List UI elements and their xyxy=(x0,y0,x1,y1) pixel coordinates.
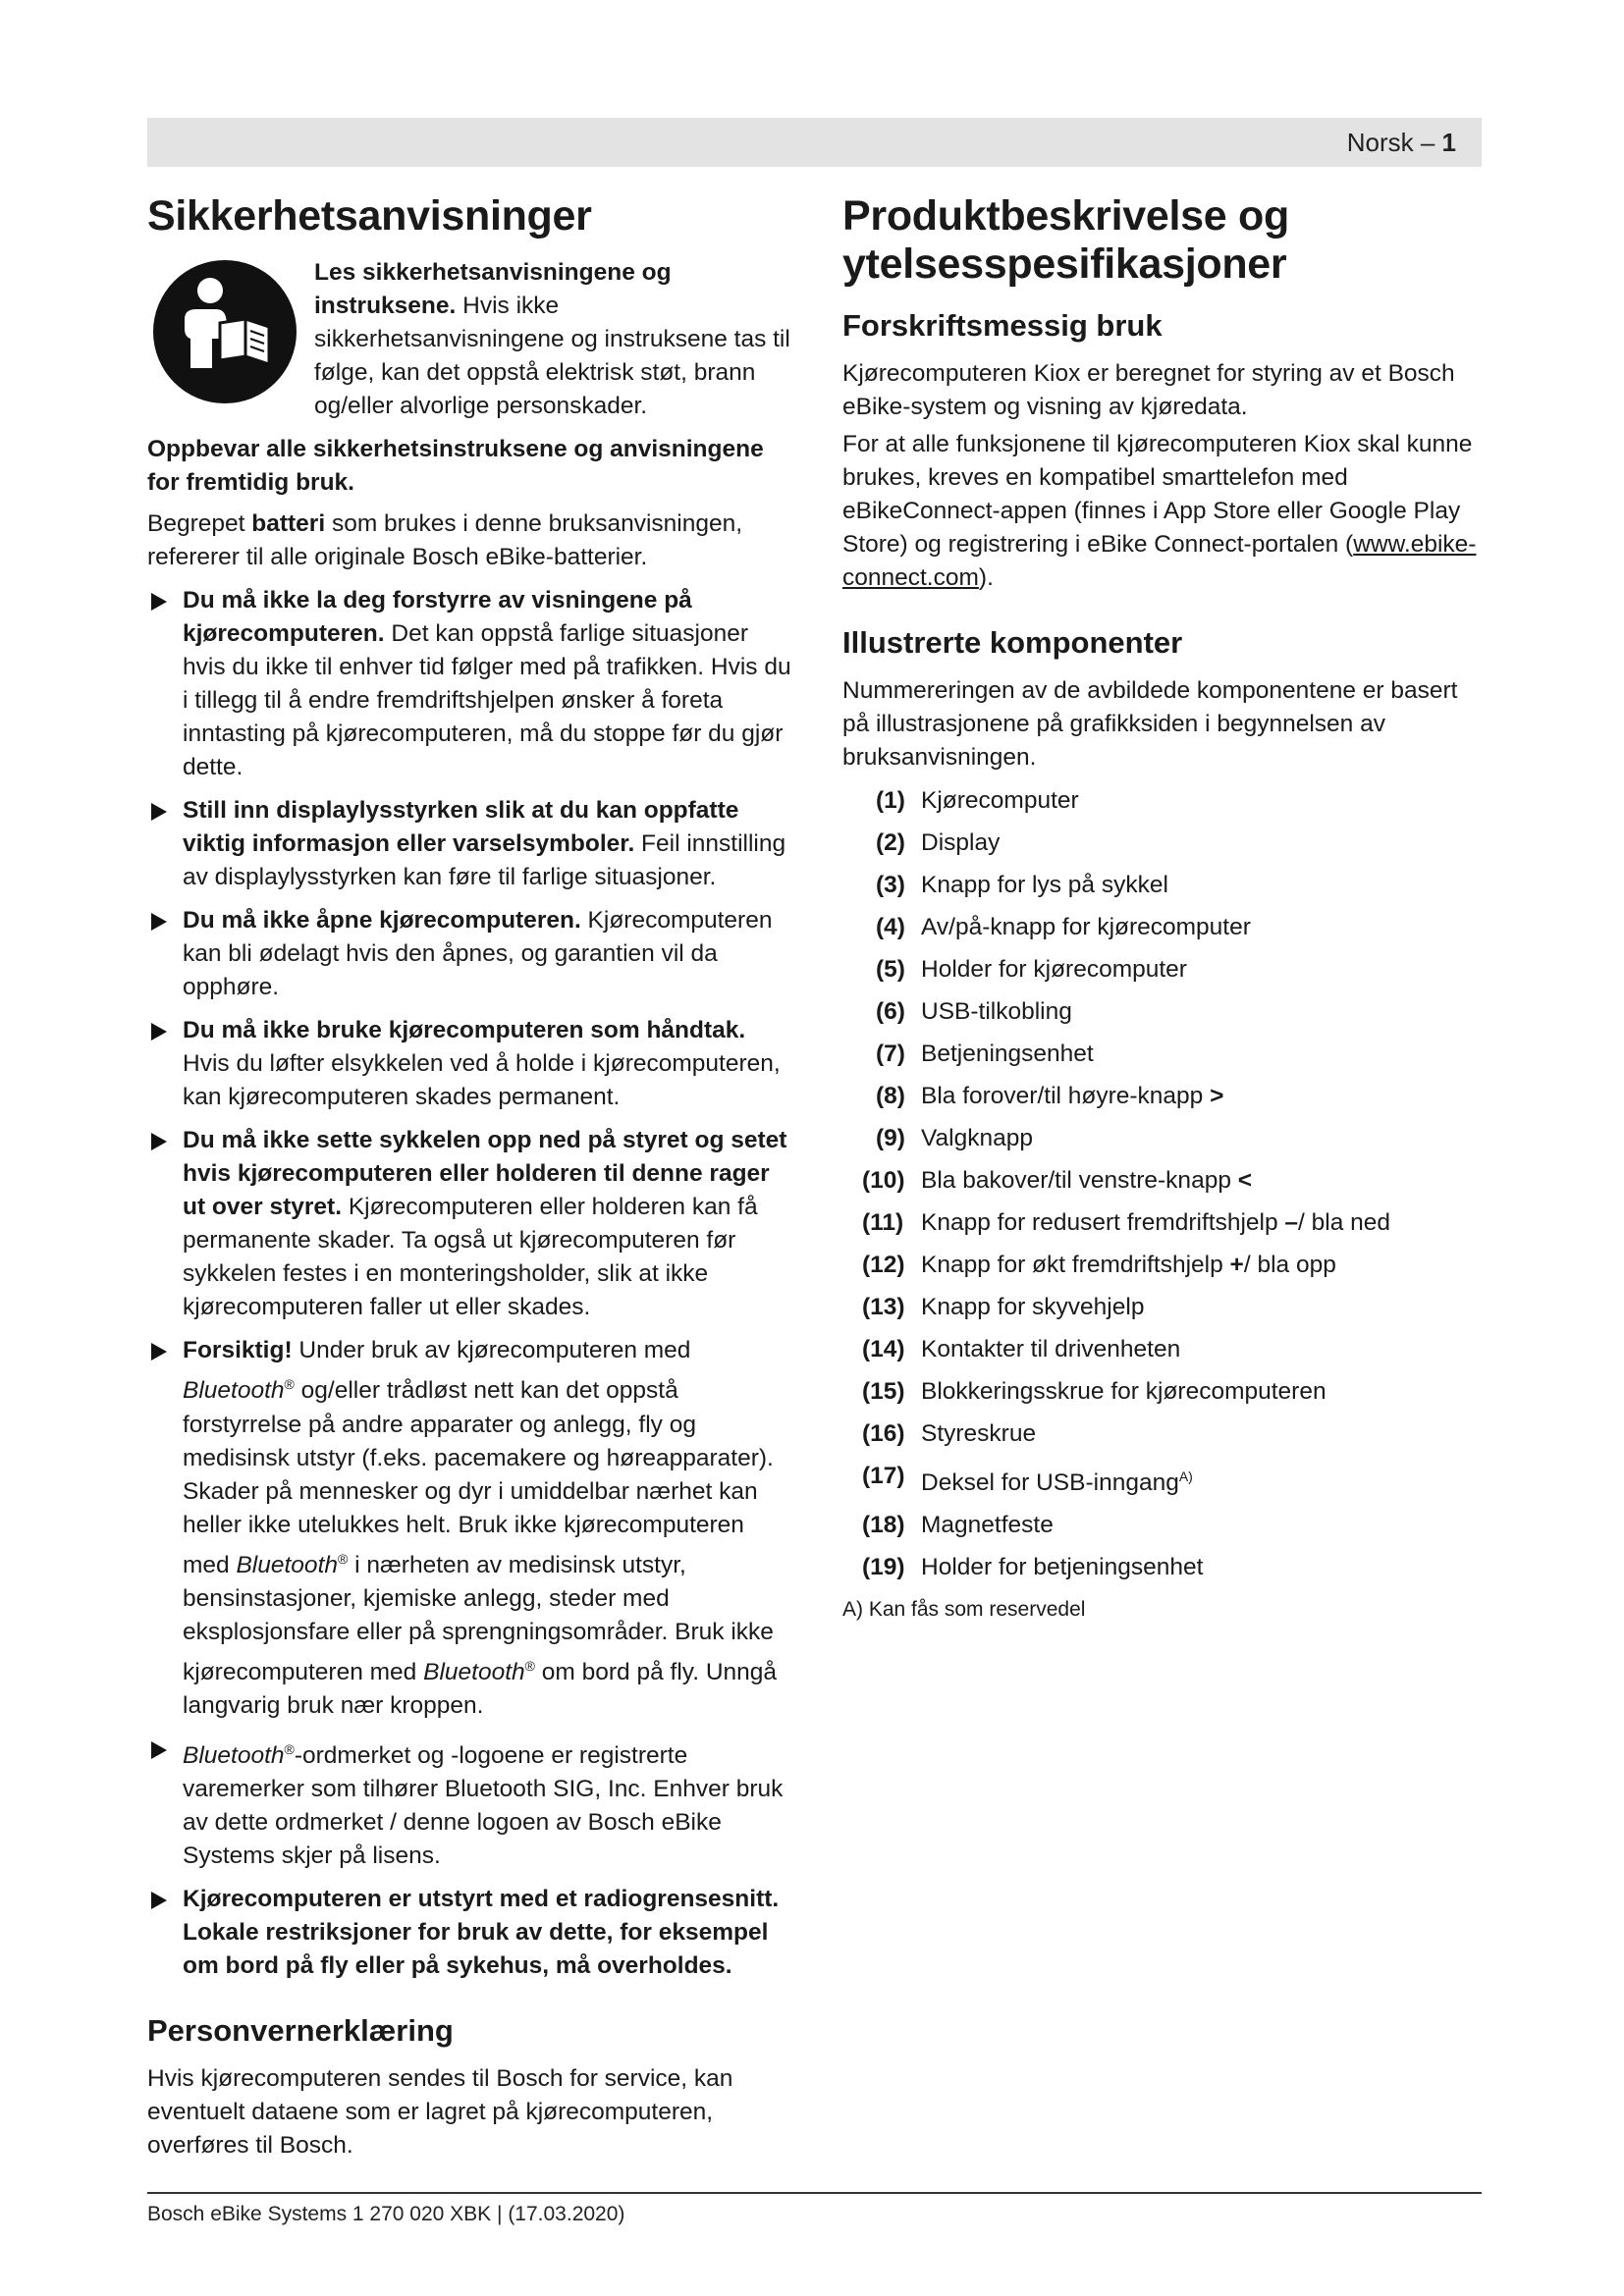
header-page-label: Norsk – 1 xyxy=(1346,128,1456,157)
components-list xyxy=(842,784,1490,1584)
bullet-arrow-icon xyxy=(151,1343,167,1361)
ebike-connect-link[interactable]: www.ebike-connect.com xyxy=(842,531,1477,592)
bullet-arrow-icon xyxy=(151,1023,167,1041)
bullet-arrow-icon xyxy=(151,1133,167,1150)
list-item: (19) Holder for betjeningsenhet xyxy=(862,1554,1204,1581)
bluetooth-warning: Forsiktig! Under bruk av kjørecomputeren med Bluetooth® og/eller trådløst nett kan det oppstå forstyrrelse på andre apparater og anlegg, fly og medisinsk utstyr (f.eks. pacemakere og høreapparater). Skader på mennesker og dyr i umiddelbar nærhet kan heller ikke utelukkes helt. Bruk ikke kjørecomputeren med Bluetooth® i nærheten av medisinsk utstyr, bensinstasjoner, kjemiske anlegg, steder med eksplosjonsfare eller på sprengningsområder. Bruk ikke kjørecomputeren med Bluetooth® om bord på fly. Unngå langvarig bruk nær kroppen. xyxy=(147,1334,795,1722)
read-instructions-text: Les sikkerhetsanvisningene og instruksene. Hvis ikke sikkerhetsanvisningene og instruksene tas til følge, kan det oppstå elektrisk støt, brann og/eller alvorlige personskader. xyxy=(314,259,790,420)
privacy-text: Hvis kjørecomputeren sendes til Bosch for service, kan eventuelt dataene som er lagret på kjørecomputeren, overføres til Bosch. xyxy=(147,2065,733,2160)
right-column xyxy=(842,192,1490,1630)
bullet-arrow-icon xyxy=(151,1892,167,1909)
list-item: (1) Kjørecomputer xyxy=(876,787,1079,815)
list-item: Du må ikke åpne kjørecomputeren. Kjørecomputeren kan bli ødelagt hvis den åpnes, og garantien vil da opphøre. xyxy=(147,904,795,1004)
list-item: Still inn displaylysstyrken slik at du kan oppfatte viktig informasjon eller varselsymboler. Feil innstilling av displaylysstyrken kan føre til farlige situasjoner. xyxy=(147,794,795,894)
bullet-arrow-icon xyxy=(151,593,167,611)
components-title: Illustrerte komponenter xyxy=(842,625,1183,661)
radio-interface-notice: Kjørecomputeren er utstyrt med et radiogrensesnitt. Lokale restriksjoner for bruk av dette, for eksempel om bord på fly eller på sykehus, må overholdes. xyxy=(147,1883,795,1983)
bullet-arrow-icon xyxy=(151,913,167,931)
list-item: (16) Styreskrue xyxy=(862,1420,1037,1448)
list-item: (11) Knapp for redusert fremdriftshjelp –/ bla ned xyxy=(862,1209,1391,1237)
privacy-title: Personvernerklæring xyxy=(147,2013,454,2049)
list-item: Du må ikke bruke kjørecomputeren som håndtak. Hvis du løfter elsykkelen ved å holde i kjørecomputeren, kan kjørecomputeren skades permanent. xyxy=(147,1014,795,1114)
left-column xyxy=(147,192,795,2166)
intended-use-text-1: Kjørecomputeren Kiox er beregnet for styring av et Bosch eBike-system og visning av kjøredata. xyxy=(842,360,1455,421)
safety-title: Sikkerhetsanvisninger xyxy=(147,192,592,240)
safety-bullets xyxy=(147,584,795,1983)
keep-instructions: Oppbevar alle sikkerhetsinstruksene og anvisningene for fremtidig bruk. xyxy=(147,436,764,497)
bullet-arrow-icon xyxy=(151,1741,167,1759)
list-item: Du må ikke la deg forstyrre av visningene på kjørecomputeren. Det kan oppstå farlige situasjoner hvis du ikke til enhver tid følger med på trafikken. Hvis du i tillegg til å endre fremdriftshjelpen ønsker å foreta inntasting på kjørecomputeren, må du stoppe før du gjør dette. xyxy=(147,584,795,784)
components-intro: Nummereringen av de avbildede komponentene er basert på illustrasjonene på grafikksiden i begynnelsen av bruksanvisningen. xyxy=(842,677,1458,772)
bullet-arrow-icon xyxy=(151,803,167,821)
footer-divider xyxy=(147,2192,1482,2194)
list-item: (17) Deksel for USB-inngang$^{A)}$ xyxy=(862,1463,1193,1497)
bluetooth-trademark: Bluetooth®-ordmerket og -logoene er registrerte varemerker som tilhører Bluetooth SIG, Inc. Enhver bruk av dette ordmerket / denne logoen av Bosch eBike Systems skjer på lisens. xyxy=(147,1733,795,1873)
list-item: (2) Display xyxy=(876,829,1001,857)
intended-use-title: Forskriftsmessig bruk xyxy=(842,307,1163,343)
list-item: (13) Knapp for skyvehjelp xyxy=(862,1294,1145,1321)
footer-doc-id: Bosch eBike Systems 1 270 020 XBK | (17.03.2020) xyxy=(147,2203,625,2225)
list-item: Du må ikke sette sykkelen opp ned på styret og setet hvis kjørecomputeren eller holderen til denne rager ut over styret. Kjørecomputeren eller holderen kan få permanente skader. Ta også ut kjørecomputeren før sykkelen festes i en monteringsholder, slik at ikke kjørecomputeren faller ut eller skades. xyxy=(147,1124,795,1324)
header-bar xyxy=(147,118,1482,167)
list-item: (12) Knapp for økt fremdriftshjelp +/ bla opp xyxy=(862,1252,1336,1279)
spare-part-footnote: A) Kan fås som reservedel xyxy=(842,1598,1086,1622)
intended-use-text-2: For at alle funksjonene til kjørecomputeren Kiox skal kunne brukes, kreves en kompatibel smarttelefon med eBikeConnect-appen (finnes i App Store eller Google Play Store) og registrering i eBike Connect-portalen (www.ebike-connect.com). xyxy=(842,431,1477,592)
list-item: (3) Knapp for lys på sykkel xyxy=(876,872,1168,899)
list-item: (14) Kontakter til drivenheten xyxy=(862,1336,1181,1363)
list-item: (5) Holder for kjørecomputer xyxy=(876,956,1187,984)
list-item: (4) Av/på-knapp for kjørecomputer xyxy=(876,914,1251,941)
read-instructions-block xyxy=(147,256,795,433)
list-item: (15) Blokkeringsskrue for kjørecomputeren xyxy=(862,1378,1326,1406)
list-item: (7) Betjeningsenhet xyxy=(876,1041,1094,1068)
list-item: (8) Bla forover/til høyre-knapp > xyxy=(876,1083,1224,1110)
product-title: Produktbeskrivelse og ytelsesspesifikasjoner xyxy=(842,192,1289,289)
list-item: (18) Magnetfeste xyxy=(862,1512,1054,1539)
read-manual-icon xyxy=(151,258,298,405)
list-item: (6) USB-tilkobling xyxy=(876,998,1072,1026)
list-item: (10) Bla bakover/til venstre-knapp < xyxy=(862,1167,1253,1195)
list-item: (9) Valgknapp xyxy=(876,1125,1033,1152)
battery-definition: Begrepet batteri som brukes i denne bruksanvisningen, refererer til alle originale Bosch eBike-batterier. xyxy=(147,510,743,571)
